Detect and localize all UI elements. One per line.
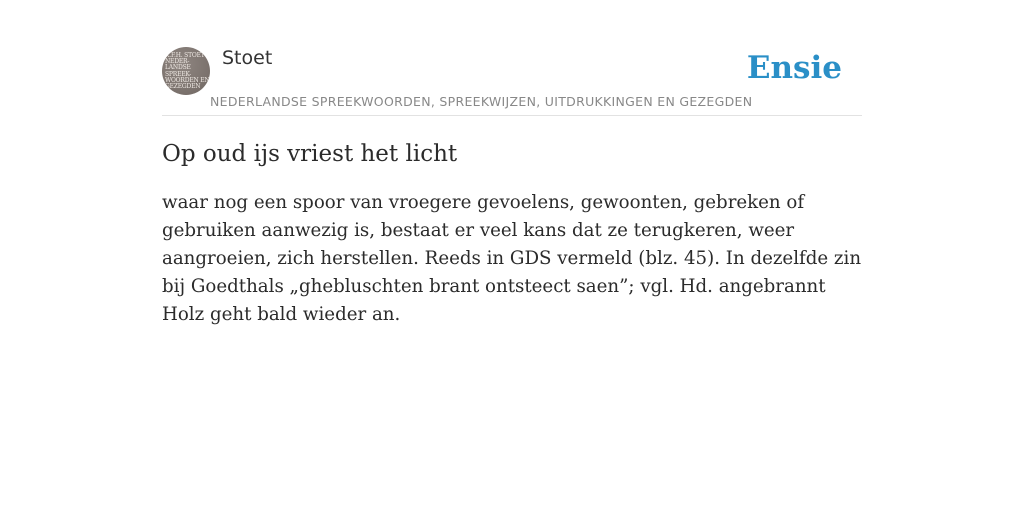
brand-logo-link[interactable]: Ensie <box>746 50 842 86</box>
source-author[interactable]: Stoet <box>222 47 273 69</box>
source-subtitle: NEDERLANDSE SPREEKWOORDEN, SPREEKWIJZEN, UITDRUKKINGEN EN GEZEGDEN <box>210 94 753 109</box>
avatar-book-cover-text: K.F.H. STOET NEDER- LANDSE SPREEK- WOORDEN EN GEZEGDEN <box>165 52 210 91</box>
entry-definition: waar nog een spoor van vroegere gevoelens, gewoonten, gebreken of gebruiken aanwezig is, bestaat er veel kans dat ze terugkeren, weer aangroeien, zich herstellen. Reeds in GDS vermeld (blz. 45). In dezelfde zin bij Goedthals „ghebluschten brant ontsteect saen”; vgl. Hd. angebrannt Holz geht bald wieder an. <box>162 192 862 325</box>
source-avatar[interactable] <box>162 47 210 95</box>
entry-title: Op oud ijs vriest het licht <box>162 141 458 167</box>
entry-header <box>162 40 862 116</box>
entry-card <box>162 40 862 329</box>
